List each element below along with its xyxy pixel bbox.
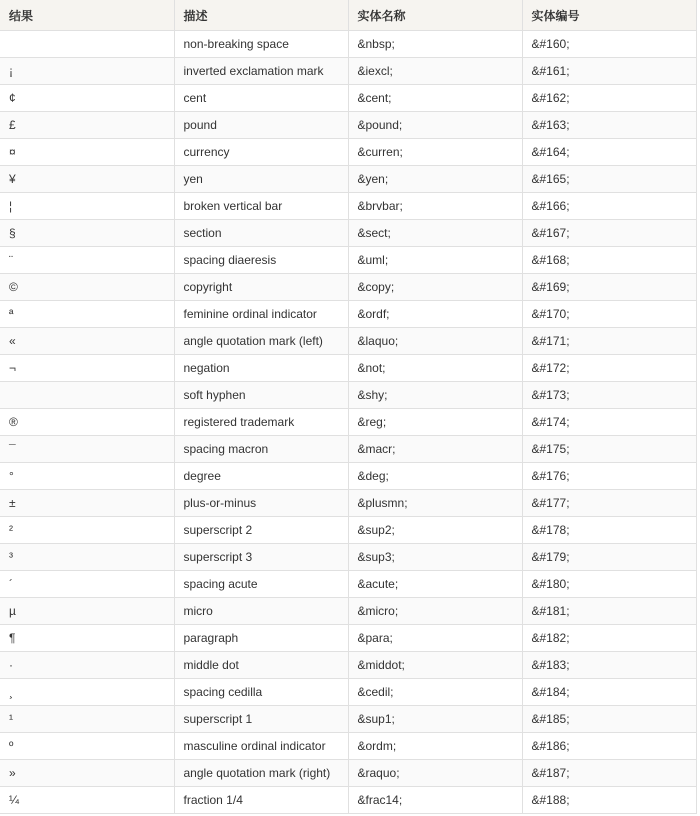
- table-row: [0, 193, 696, 220]
- cell-description: angle quotation mark (right): [174, 760, 348, 787]
- cell-entity-name: &shy;: [348, 382, 522, 409]
- cell-result: ³: [0, 544, 174, 571]
- cell-result: ¹: [0, 706, 174, 733]
- cell-description: feminine ordinal indicator: [174, 301, 348, 328]
- cell-result: ¸: [0, 679, 174, 706]
- cell-entity-number: &#169;: [522, 274, 696, 301]
- cell-result: ¬: [0, 355, 174, 382]
- cell-result: ¯: [0, 436, 174, 463]
- cell-entity-name: &micro;: [348, 598, 522, 625]
- cell-description: soft hyphen: [174, 382, 348, 409]
- table-row: [0, 787, 696, 814]
- cell-result: ©: [0, 274, 174, 301]
- table-row: [0, 463, 696, 490]
- cell-entity-number: &#179;: [522, 544, 696, 571]
- cell-description: cent: [174, 85, 348, 112]
- table-header-row: [0, 0, 696, 31]
- cell-result: ¦: [0, 193, 174, 220]
- cell-entity-name: &plusmn;: [348, 490, 522, 517]
- cell-result: ¼: [0, 787, 174, 814]
- cell-entity-number: &#186;: [522, 733, 696, 760]
- cell-description: spacing macron: [174, 436, 348, 463]
- cell-entity-name: &laquo;: [348, 328, 522, 355]
- cell-entity-number: &#184;: [522, 679, 696, 706]
- table-row: [0, 382, 696, 409]
- cell-description: masculine ordinal indicator: [174, 733, 348, 760]
- cell-description: superscript 2: [174, 517, 348, 544]
- cell-result: ²: [0, 517, 174, 544]
- cell-entity-number: &#181;: [522, 598, 696, 625]
- cell-result: ¢: [0, 85, 174, 112]
- cell-entity-name: &macr;: [348, 436, 522, 463]
- cell-entity-name: &nbsp;: [348, 31, 522, 58]
- table-row: [0, 328, 696, 355]
- cell-result: ¶: [0, 625, 174, 652]
- cell-entity-number: &#176;: [522, 463, 696, 490]
- cell-entity-name: &pound;: [348, 112, 522, 139]
- cell-description: spacing cedilla: [174, 679, 348, 706]
- cell-result: £: [0, 112, 174, 139]
- cell-result: »: [0, 760, 174, 787]
- header-result: 结果: [0, 0, 174, 31]
- cell-description: degree: [174, 463, 348, 490]
- cell-entity-name: &frac14;: [348, 787, 522, 814]
- cell-description: registered trademark: [174, 409, 348, 436]
- table-row: [0, 679, 696, 706]
- cell-entity-name: &sup3;: [348, 544, 522, 571]
- cell-entity-number: &#178;: [522, 517, 696, 544]
- table-row: [0, 409, 696, 436]
- table-row: [0, 220, 696, 247]
- cell-description: angle quotation mark (left): [174, 328, 348, 355]
- cell-result: ¥: [0, 166, 174, 193]
- cell-result: ¨: [0, 247, 174, 274]
- cell-entity-number: &#161;: [522, 58, 696, 85]
- cell-entity-number: &#166;: [522, 193, 696, 220]
- cell-description: negation: [174, 355, 348, 382]
- cell-entity-name: &deg;: [348, 463, 522, 490]
- cell-entity-name: &brvbar;: [348, 193, 522, 220]
- cell-description: plus-or-minus: [174, 490, 348, 517]
- cell-description: currency: [174, 139, 348, 166]
- header-entity-number: 实体编号: [522, 0, 696, 31]
- cell-entity-number: &#160;: [522, 31, 696, 58]
- cell-entity-number: &#168;: [522, 247, 696, 274]
- cell-description: spacing diaeresis: [174, 247, 348, 274]
- cell-entity-number: &#163;: [522, 112, 696, 139]
- cell-description: spacing acute: [174, 571, 348, 598]
- table-row: [0, 166, 696, 193]
- cell-entity-name: &ordm;: [348, 733, 522, 760]
- cell-result: [0, 382, 174, 409]
- cell-result: ®: [0, 409, 174, 436]
- cell-entity-name: &uml;: [348, 247, 522, 274]
- table-row: [0, 517, 696, 544]
- cell-entity-number: &#180;: [522, 571, 696, 598]
- cell-entity-number: &#170;: [522, 301, 696, 328]
- cell-description: non-breaking space: [174, 31, 348, 58]
- cell-entity-name: &cent;: [348, 85, 522, 112]
- cell-description: pound: [174, 112, 348, 139]
- cell-result: ª: [0, 301, 174, 328]
- cell-description: inverted exclamation mark: [174, 58, 348, 85]
- table-row: [0, 598, 696, 625]
- cell-entity-number: &#185;: [522, 706, 696, 733]
- cell-entity-name: &para;: [348, 625, 522, 652]
- cell-result: ±: [0, 490, 174, 517]
- table-row: [0, 625, 696, 652]
- cell-entity-name: &not;: [348, 355, 522, 382]
- table-row: [0, 490, 696, 517]
- cell-result: ¡: [0, 58, 174, 85]
- table-row: [0, 31, 696, 58]
- cell-description: micro: [174, 598, 348, 625]
- cell-description: middle dot: [174, 652, 348, 679]
- cell-result: µ: [0, 598, 174, 625]
- cell-result: [0, 31, 174, 58]
- cell-result: «: [0, 328, 174, 355]
- cell-entity-name: &copy;: [348, 274, 522, 301]
- cell-entity-name: &sup1;: [348, 706, 522, 733]
- cell-description: fraction 1/4: [174, 787, 348, 814]
- table-row: [0, 436, 696, 463]
- cell-result: §: [0, 220, 174, 247]
- cell-entity-number: &#187;: [522, 760, 696, 787]
- table-row: [0, 247, 696, 274]
- cell-entity-number: &#175;: [522, 436, 696, 463]
- cell-result: ·: [0, 652, 174, 679]
- table-row: [0, 544, 696, 571]
- cell-entity-name: &yen;: [348, 166, 522, 193]
- cell-result: º: [0, 733, 174, 760]
- cell-entity-number: &#172;: [522, 355, 696, 382]
- cell-entity-number: &#165;: [522, 166, 696, 193]
- cell-description: broken vertical bar: [174, 193, 348, 220]
- cell-entity-name: &ordf;: [348, 301, 522, 328]
- cell-entity-name: &sect;: [348, 220, 522, 247]
- cell-entity-name: &iexcl;: [348, 58, 522, 85]
- table-body: [0, 31, 696, 814]
- cell-description: copyright: [174, 274, 348, 301]
- cell-result: ´: [0, 571, 174, 598]
- cell-entity-number: &#177;: [522, 490, 696, 517]
- cell-description: superscript 1: [174, 706, 348, 733]
- cell-entity-name: &acute;: [348, 571, 522, 598]
- table-row: [0, 733, 696, 760]
- table-row: [0, 760, 696, 787]
- table-row: [0, 652, 696, 679]
- table-row: [0, 139, 696, 166]
- cell-entity-number: &#167;: [522, 220, 696, 247]
- cell-entity-number: &#173;: [522, 382, 696, 409]
- table-row: [0, 274, 696, 301]
- cell-description: superscript 3: [174, 544, 348, 571]
- cell-entity-name: &cedil;: [348, 679, 522, 706]
- cell-entity-number: &#171;: [522, 328, 696, 355]
- cell-entity-name: &sup2;: [348, 517, 522, 544]
- cell-entity-number: &#174;: [522, 409, 696, 436]
- cell-description: section: [174, 220, 348, 247]
- cell-entity-name: &raquo;: [348, 760, 522, 787]
- cell-description: yen: [174, 166, 348, 193]
- table-row: [0, 85, 696, 112]
- cell-result: ¤: [0, 139, 174, 166]
- cell-entity-number: &#183;: [522, 652, 696, 679]
- cell-entity-name: &middot;: [348, 652, 522, 679]
- cell-description: paragraph: [174, 625, 348, 652]
- cell-entity-name: &curren;: [348, 139, 522, 166]
- table-row: [0, 571, 696, 598]
- table-row: [0, 355, 696, 382]
- header-description: 描述: [174, 0, 348, 31]
- table-row: [0, 301, 696, 328]
- cell-entity-number: &#182;: [522, 625, 696, 652]
- table-row: [0, 58, 696, 85]
- cell-entity-number: &#162;: [522, 85, 696, 112]
- table-row: [0, 112, 696, 139]
- cell-result: °: [0, 463, 174, 490]
- cell-entity-number: &#188;: [522, 787, 696, 814]
- cell-entity-name: &reg;: [348, 409, 522, 436]
- table-row: [0, 706, 696, 733]
- cell-entity-number: &#164;: [522, 139, 696, 166]
- header-entity-name: 实体名称: [348, 0, 522, 31]
